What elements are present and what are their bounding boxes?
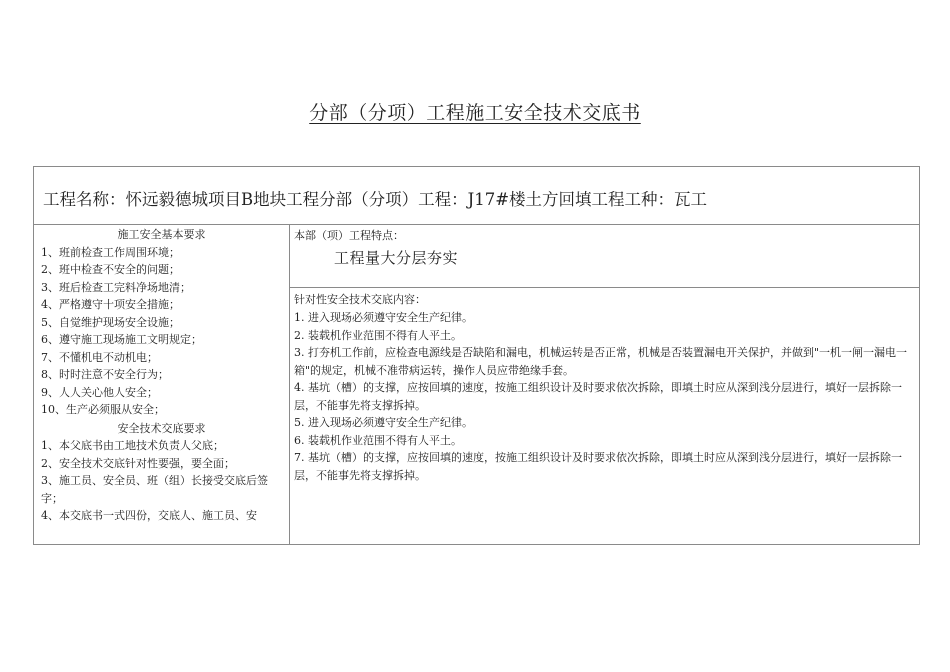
basic-item: 10、生产必须服从安全； (41, 403, 165, 416)
handover-item: 2、安全技术交底针对性要强，要全面； (41, 456, 235, 470)
measure-item: 1. 进入现场必须遵守安全生产纪律。 (294, 311, 473, 324)
project-row (34, 167, 919, 225)
requirements-column (34, 225, 290, 544)
basic-item: 8、时时注意不安全行为； (41, 368, 169, 381)
basic-requirements-title: 施工安全基本要求 (117, 228, 206, 241)
measure-item: 2. 装载机作业范围不得有人平土。 (294, 328, 462, 342)
measures-list (294, 309, 914, 484)
basic-item: 2、班中检查不安全的问题； (41, 263, 180, 276)
measures-cell (290, 288, 919, 544)
measure-item: 4. 基坑（槽）的支撑，应按回填的速度，按施工组织设计及时要求依次拆除，即填土时应从深到浅分层进行，填好一层拆除一层，不能事先将支撑拆掉。 (294, 381, 902, 412)
handover-item: 1、本父底书由工地技术负责人父底； (41, 439, 224, 452)
basic-item: 1、班前检查工作周围环境； (41, 245, 180, 259)
measure-item: 7. 基坑（槽）的支撑，应按回填的速度，按施工组织设计及时要求依次拆除，即填土时应从深到浅分层进行，填好一层拆除一层，不能事先将支撑拆掉。 (294, 451, 902, 482)
measures-label: 针对性安全技术交底内容： (294, 293, 426, 306)
basic-item: 6、遵守施工现场施工文明规定； (41, 333, 202, 346)
basic-item: 7、不懂机电不动机电； (41, 350, 158, 364)
basic-item: 4、严格遵守十项安全措施； (41, 298, 180, 311)
handover-item: 3、施工员、安全员、班（组）长接受交底后签 (41, 474, 268, 487)
handover-item: 字； (41, 491, 63, 505)
measure-item: 3. 打夯机工作前，应检查电源线是否缺陷和漏电，机械运转是否正常，机械是否装置漏电开关保护，并做到"一机一闸一漏电一箱"的规定，机械不准带病运转，操作人员应带绝缘手套。 (294, 346, 908, 377)
basic-item: 3、班后检查工完料净场地清； (41, 280, 191, 294)
handover-requirements-title: 安全技术交底要求 (117, 421, 206, 435)
handover-table (33, 166, 920, 545)
features-value: 工程量大分层夯实 (334, 249, 459, 267)
measure-item: 6. 装载机作业范围不得有人平土。 (294, 433, 462, 447)
document-title: 分部（分项）工程施工安全技术交底书 (309, 102, 641, 124)
handover-item: 4、本交底书一式四份，交底人、施工员、安 (41, 509, 257, 522)
content-column (290, 225, 919, 544)
basic-item: 5、自觉维护现场安全设施； (41, 315, 180, 329)
project-name-line: 工程名称：怀远毅德城项目B地块工程分部（分项）工程：J17#楼土方回填工程工种：瓦工 (43, 190, 708, 209)
features-cell (290, 225, 919, 288)
basic-item: 9、人人关心他人安全； (41, 385, 158, 399)
features-label: 本部（项）工程特点： (294, 229, 404, 242)
measure-item: 5. 进入现场必须遵守安全生产纪律。 (294, 416, 473, 429)
